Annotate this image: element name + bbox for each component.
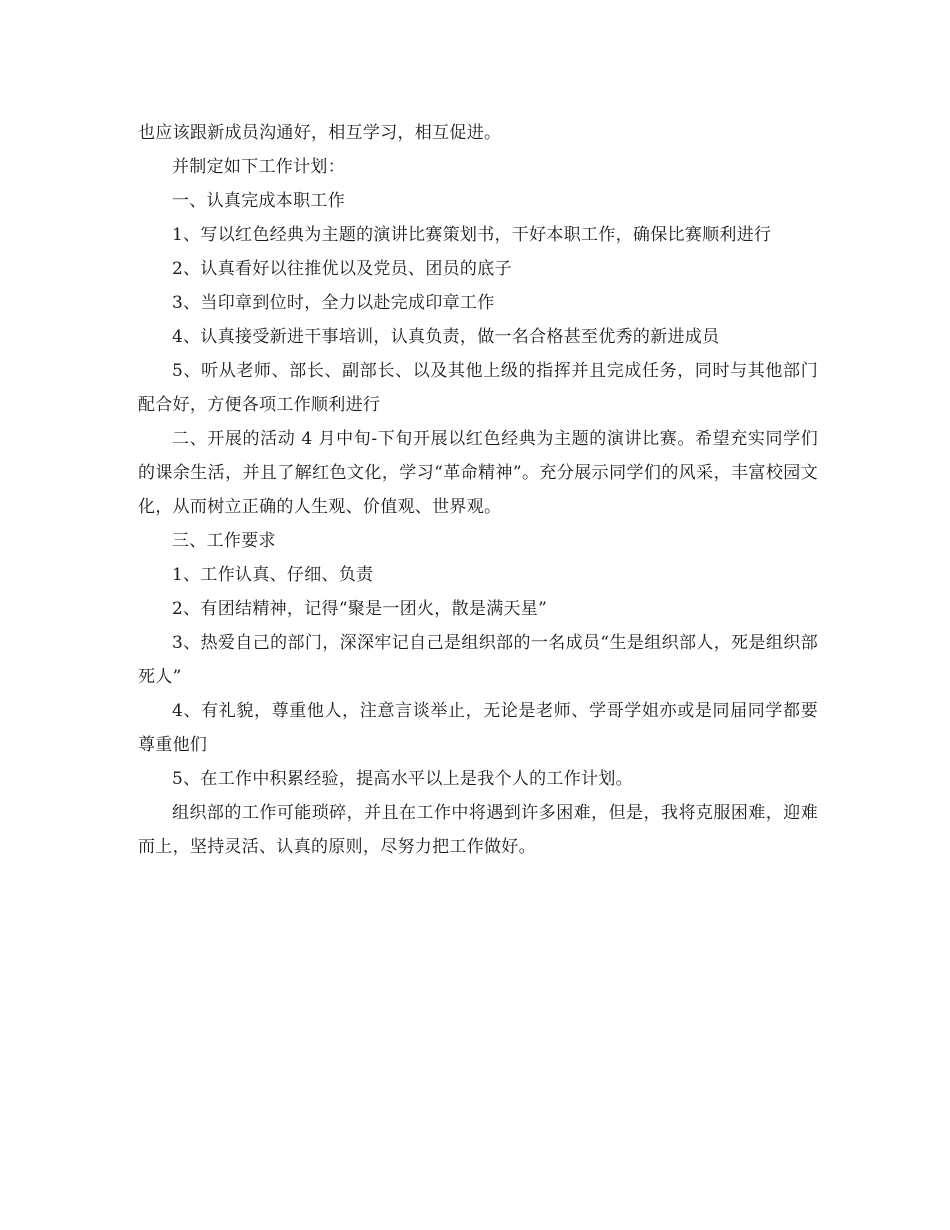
list-item-duty-3: 3、当印章到位时，全力以赴完成印章工作 xyxy=(172,293,495,313)
list-item-duty-5: 5、听从老师、部长、副部长、以及其他上级的指挥并且完成任务，同时与其他部门配合好，方便各项工作顺利进行 xyxy=(138,361,818,415)
paragraph-plan-intro: 并制定如下工作计划： xyxy=(172,157,345,177)
list-item-requirement-2: 2、有团结精神，记得“聚是一团火，散是满天星” xyxy=(172,599,548,619)
list-item-requirement-1: 1、工作认真、仔细、负责 xyxy=(172,565,374,585)
paragraph-continuation: 也应该跟新成员沟通好，相互学习，相互促进。 xyxy=(138,123,502,143)
section-heading-duties: 一、认真完成本职工作 xyxy=(172,191,345,211)
paragraph-conclusion: 组织部的工作可能琐碎，并且在工作中将遇到许多困难，但是，我将克服困难，迎难而上，坚持灵活、认真的原则，尽努力把工作做好。 xyxy=(138,803,818,857)
list-item-requirement-4: 4、有礼貌，尊重他人，注意言谈举止，无论是老师、学哥学姐亦或是同届同学都要尊重他们 xyxy=(138,701,818,755)
section-heading-requirements: 三、工作要求 xyxy=(172,531,276,551)
list-item-duty-4: 4、认真接受新进干事培训，认真负责，做一名合格甚至优秀的新进成员 xyxy=(172,327,720,347)
list-item-duty-1: 1、写以红色经典为主题的演讲比赛策划书，干好本职工作，确保比赛顺利进行 xyxy=(172,225,772,245)
document-body xyxy=(138,116,818,864)
section-activities: 二、开展的活动 4 月中旬-下旬开展以红色经典为主题的演讲比赛。希望充实同学们的课余生活，并且了解红色文化，学习“革命精神”。充分展示同学们的风采，丰富校园文化，从而树立正确的人生观、价值观、世界观。 xyxy=(138,429,818,517)
list-item-requirement-3: 3、热爱自己的部门，深深牢记自己是组织部的一名成员“生是组织部人，死是组织部死人” xyxy=(138,633,818,687)
list-item-duty-2: 2、认真看好以往推优以及党员、团员的底子 xyxy=(172,259,512,279)
list-item-requirement-5: 5、在工作中积累经验，提高水平以上是我个人的工作计划。 xyxy=(172,769,633,789)
